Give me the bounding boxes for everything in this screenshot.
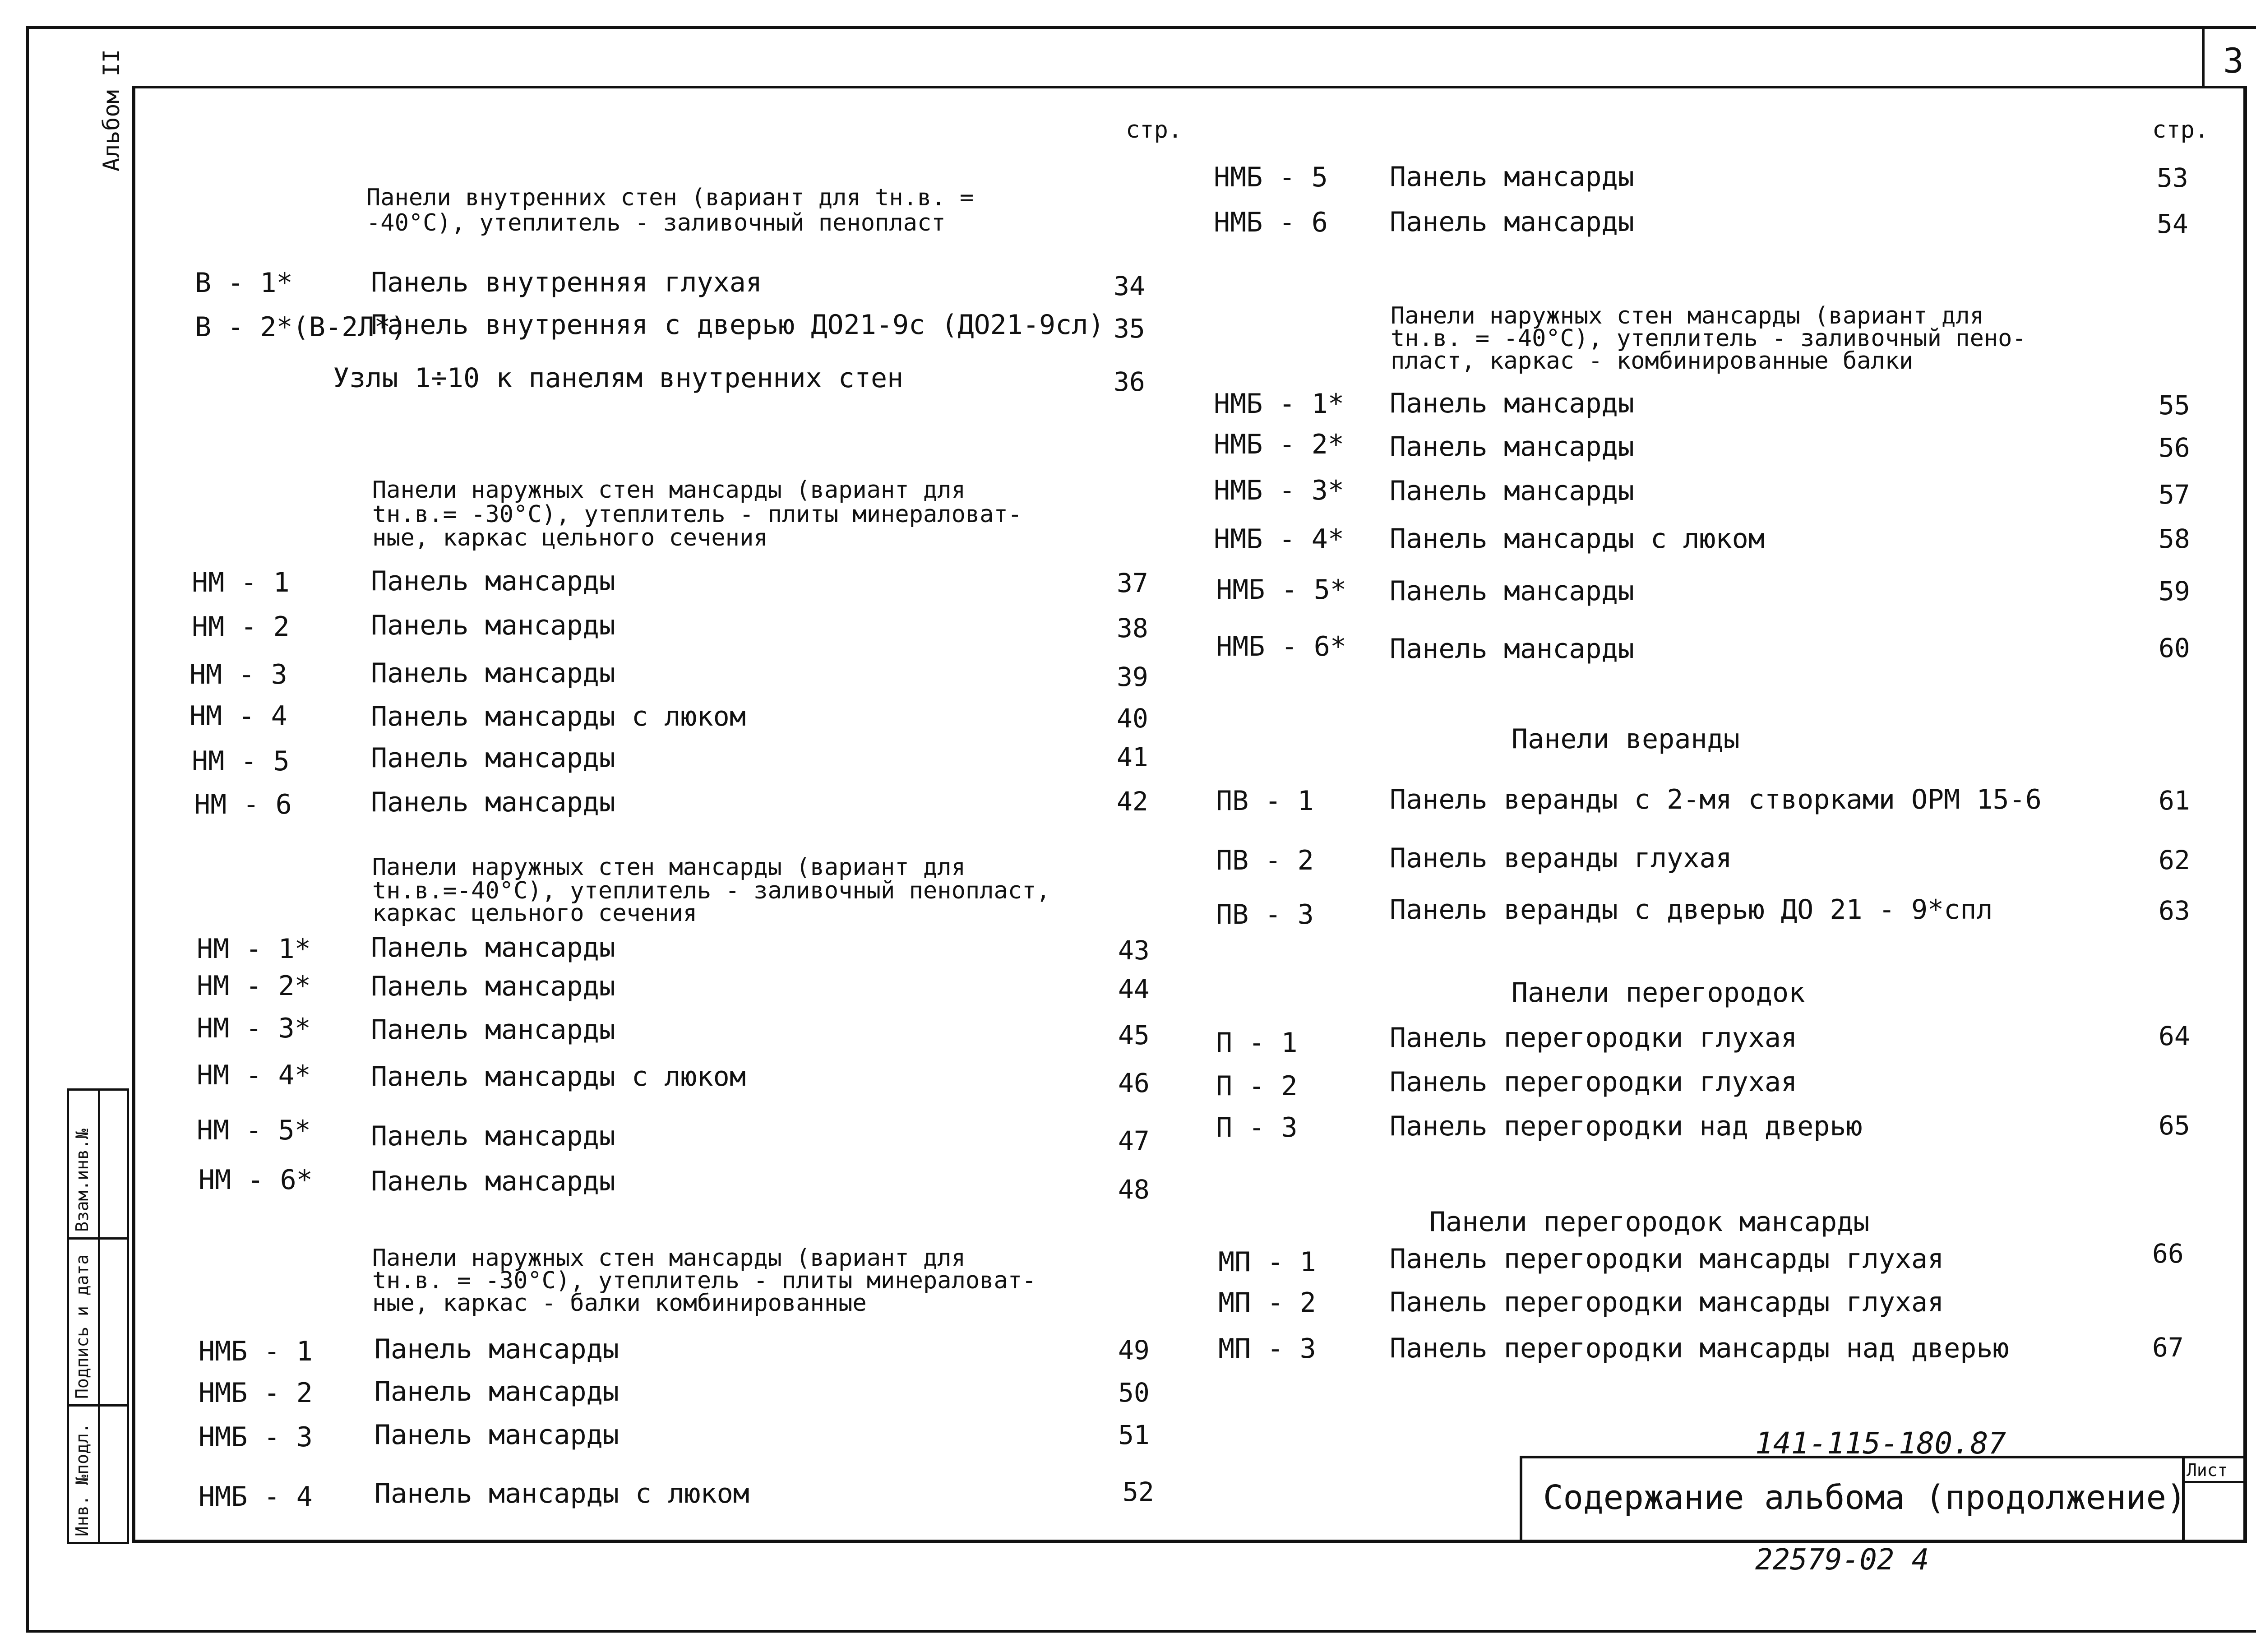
row-name: Панель мансарды: [1390, 431, 1634, 463]
row-code: НМБ - 5*: [1216, 574, 1346, 606]
row-name: Панель мансарды: [1390, 388, 1634, 419]
title-block-divider: [2182, 1481, 2247, 1483]
row-page: 43: [1118, 935, 1150, 966]
row-name: Панель веранды глухая: [1390, 842, 1732, 874]
document-number: 141-115-180.87: [1755, 1426, 2006, 1461]
row-page: 59: [2159, 576, 2190, 606]
group-title: Панели наружных стен мансарды (вариант для: [372, 854, 966, 881]
row-name: Панель мансарды: [1390, 206, 1634, 238]
row-code: НМБ - 6*: [1216, 631, 1346, 662]
group-title: Панели перегородок мансарды: [1429, 1206, 1870, 1238]
row-code: НМ - 6: [194, 789, 292, 820]
row-name: Панель веранды с дверью ДО 21 - 9*спл: [1390, 894, 1993, 925]
row-page: 66: [2152, 1238, 2184, 1269]
row-page: 62: [2159, 845, 2190, 875]
sheet-title: Содержание альбома (продолжение): [1543, 1478, 2187, 1517]
row-page: 38: [1117, 613, 1148, 643]
row-page: 39: [1117, 662, 1148, 692]
row-page: 57: [2159, 479, 2190, 510]
row-code: МП - 2: [1218, 1287, 1316, 1319]
row-name: Панель перегородки над дверью: [1390, 1111, 1863, 1142]
row-code: НМ - 3*: [197, 1013, 311, 1044]
row-code: НМ - 3: [190, 659, 287, 690]
row-name: Панель мансарды с люком: [371, 1061, 746, 1092]
group-title: ные, каркас цельного сечения: [372, 524, 768, 551]
row-name: Панель мансарды: [371, 787, 615, 818]
row-name: Панель мансарды: [371, 1166, 615, 1197]
row-name: Панель мансарды: [374, 1376, 619, 1407]
row-code: НМ - 5: [192, 745, 290, 777]
group-title: tн.в. = -30°С), утеплитель - плиты минераловат-: [372, 1267, 1036, 1294]
row-code: ПВ - 2: [1216, 845, 1314, 876]
page-column-header: стр.: [1126, 116, 1183, 143]
group-title: tн.в.=-40°С), утеплитель - заливочный пенопласт,: [372, 877, 1050, 904]
row-name: Панель мансарды: [1390, 575, 1634, 607]
group-title: Панели наружных стен мансарды (вариант для: [372, 477, 966, 504]
row-page: 53: [2157, 162, 2188, 193]
row-code: НМ - 2: [192, 611, 290, 643]
row-code: П - 3: [1216, 1112, 1298, 1143]
group-title: Панели перегородок: [1512, 977, 1805, 1009]
row-code: НМБ - 2: [199, 1377, 313, 1409]
row-code: НМБ - 4: [199, 1481, 313, 1513]
row-code: В - 1*: [195, 267, 293, 299]
row-page: 65: [2159, 1110, 2190, 1141]
group-title: Панели наружных стен мансарды (вариант для: [1391, 302, 1984, 329]
row-name: Панель внутренняя глухая: [371, 267, 762, 298]
row-page: 35: [1114, 313, 1145, 344]
row-name: Панель перегородки глухая: [1390, 1022, 1798, 1054]
row-code: МП - 1: [1218, 1246, 1316, 1278]
stamp-divider: [98, 1088, 100, 1544]
row-name: Панель мансарды: [371, 932, 615, 963]
album-label: Альбом II: [98, 49, 125, 171]
row-code: НМ - 4: [190, 700, 287, 732]
stamp-replace-label: Взам.инв.№: [72, 1129, 92, 1232]
row-code: П - 2: [1216, 1070, 1298, 1102]
row-name: Панель мансарды с люком: [1390, 523, 1765, 555]
sheet-number: 3: [2223, 41, 2244, 81]
row-name: Панель внутренняя с дверью ДО21-9с (ДО21-9сл): [371, 309, 1105, 341]
group-title: Панели наружных стен мансарды (вариант для: [372, 1245, 966, 1272]
row-code: НМ - 4*: [197, 1060, 311, 1091]
row-name: Панель мансарды: [371, 1120, 615, 1152]
row-code: В - 2*(В-2Л*): [195, 311, 407, 343]
group-title: Панели внутренних стен (вариант для tн.в. = -40°С), утеплитель - заливочный пенопласт: [366, 184, 974, 236]
group-title: Панели веранды: [1512, 723, 1740, 755]
row-code: НМБ - 2*: [1214, 429, 1344, 460]
row-page: 56: [2159, 432, 2190, 463]
row-name: Панель мансарды: [1390, 475, 1634, 507]
row-name: Панель мансарды: [1390, 633, 1634, 665]
row-code: МП - 3: [1218, 1333, 1316, 1365]
row-code: ПВ - 1: [1216, 785, 1314, 817]
row-name: Панель мансарды: [1390, 161, 1634, 193]
row-page: 51: [1118, 1420, 1150, 1450]
row-page: 61: [2159, 785, 2190, 816]
row-code: НМБ - 5: [1214, 162, 1328, 193]
row-page: 47: [1118, 1125, 1150, 1156]
row-page: 41: [1117, 742, 1148, 773]
group-title: пласт, каркас - комбинированные балки: [1391, 347, 1914, 375]
row-name: Панель мансарды: [371, 657, 615, 689]
stamp-divider: [67, 1237, 129, 1240]
stamp-divider: [67, 1404, 129, 1407]
group-title: tн.в. = -40°С), утеплитель - заливочный пено-: [1391, 325, 2026, 352]
row-name: Панель мансарды: [374, 1419, 619, 1451]
row-name: Панель перегородки мансарды над дверью: [1390, 1333, 2009, 1364]
row-code: НМБ - 1: [199, 1336, 313, 1367]
row-page: 58: [2159, 523, 2190, 554]
row-page: 40: [1117, 703, 1148, 734]
row-name: Панель мансарды с люком: [371, 701, 746, 732]
row-code: ПВ - 3: [1216, 899, 1314, 930]
row-code: НМБ - 4*: [1214, 523, 1344, 555]
inventory-number: 22579-02 4: [1755, 1543, 1929, 1577]
row-page: 45: [1118, 1020, 1150, 1050]
row-code: НМ - 1: [192, 567, 290, 598]
row-page: 63: [2159, 895, 2190, 926]
row-name: Панель мансарды с люком: [374, 1478, 749, 1509]
page-column-header: стр.: [2152, 116, 2209, 143]
row-name: Панель перегородки мансарды глухая: [1390, 1286, 1944, 1318]
row-name: Панель мансарды: [374, 1333, 619, 1365]
row-page: 54: [2157, 208, 2188, 239]
group-title: ные, каркас - балки комбинированные: [372, 1290, 867, 1317]
row-code: НМ - 2*: [197, 970, 311, 1002]
row-name: Панель мансарды: [371, 610, 615, 641]
row-name: Узлы 1÷10 к панелям внутренних стен: [333, 362, 904, 394]
row-page: 49: [1118, 1335, 1150, 1365]
row-page: 34: [1114, 271, 1145, 301]
row-name: Панель мансарды: [371, 971, 615, 1002]
row-page: 55: [2159, 390, 2190, 421]
stamp-sign-label: Подпись и дата: [72, 1254, 92, 1399]
row-code: НМ - 6*: [199, 1164, 313, 1196]
row-page: 48: [1118, 1174, 1150, 1205]
row-page: 50: [1118, 1377, 1150, 1408]
row-name: Панель мансарды: [371, 742, 615, 774]
row-name: Панель мансарды: [371, 565, 615, 597]
row-name: Панель перегородки глухая: [1390, 1066, 1798, 1098]
row-page: 37: [1117, 568, 1148, 598]
row-name: Панель мансарды: [371, 1014, 615, 1046]
row-page: 46: [1118, 1068, 1150, 1098]
row-code: НМБ - 1*: [1214, 388, 1344, 420]
row-name: Панель веранды с 2-мя створками ОРМ 15-6: [1390, 784, 2042, 815]
sheet-label: Лист: [2187, 1460, 2228, 1480]
row-page: 60: [2159, 633, 2190, 663]
row-page: 52: [1123, 1476, 1154, 1507]
group-title: tн.в.= -30°С), утеплитель - плиты минераловат-: [372, 501, 1022, 528]
row-page: 44: [1118, 974, 1150, 1004]
row-page: 67: [2152, 1332, 2184, 1363]
group-title: каркас цельного сечения: [372, 900, 698, 927]
row-page: 42: [1117, 786, 1148, 817]
row-name: Панель перегородки мансарды глухая: [1390, 1243, 1944, 1275]
row-code: НМБ - 3*: [1214, 475, 1344, 506]
row-code: НМБ - 6: [1214, 207, 1328, 238]
row-code: П - 1: [1216, 1027, 1298, 1059]
row-code: НМ - 5*: [197, 1115, 311, 1146]
row-code: НМБ - 3: [199, 1421, 313, 1453]
row-page: 64: [2159, 1021, 2190, 1051]
stamp-inv-label: Инв. №подл.: [72, 1423, 92, 1536]
row-page: 36: [1114, 366, 1145, 397]
row-code: НМ - 1*: [197, 933, 311, 965]
